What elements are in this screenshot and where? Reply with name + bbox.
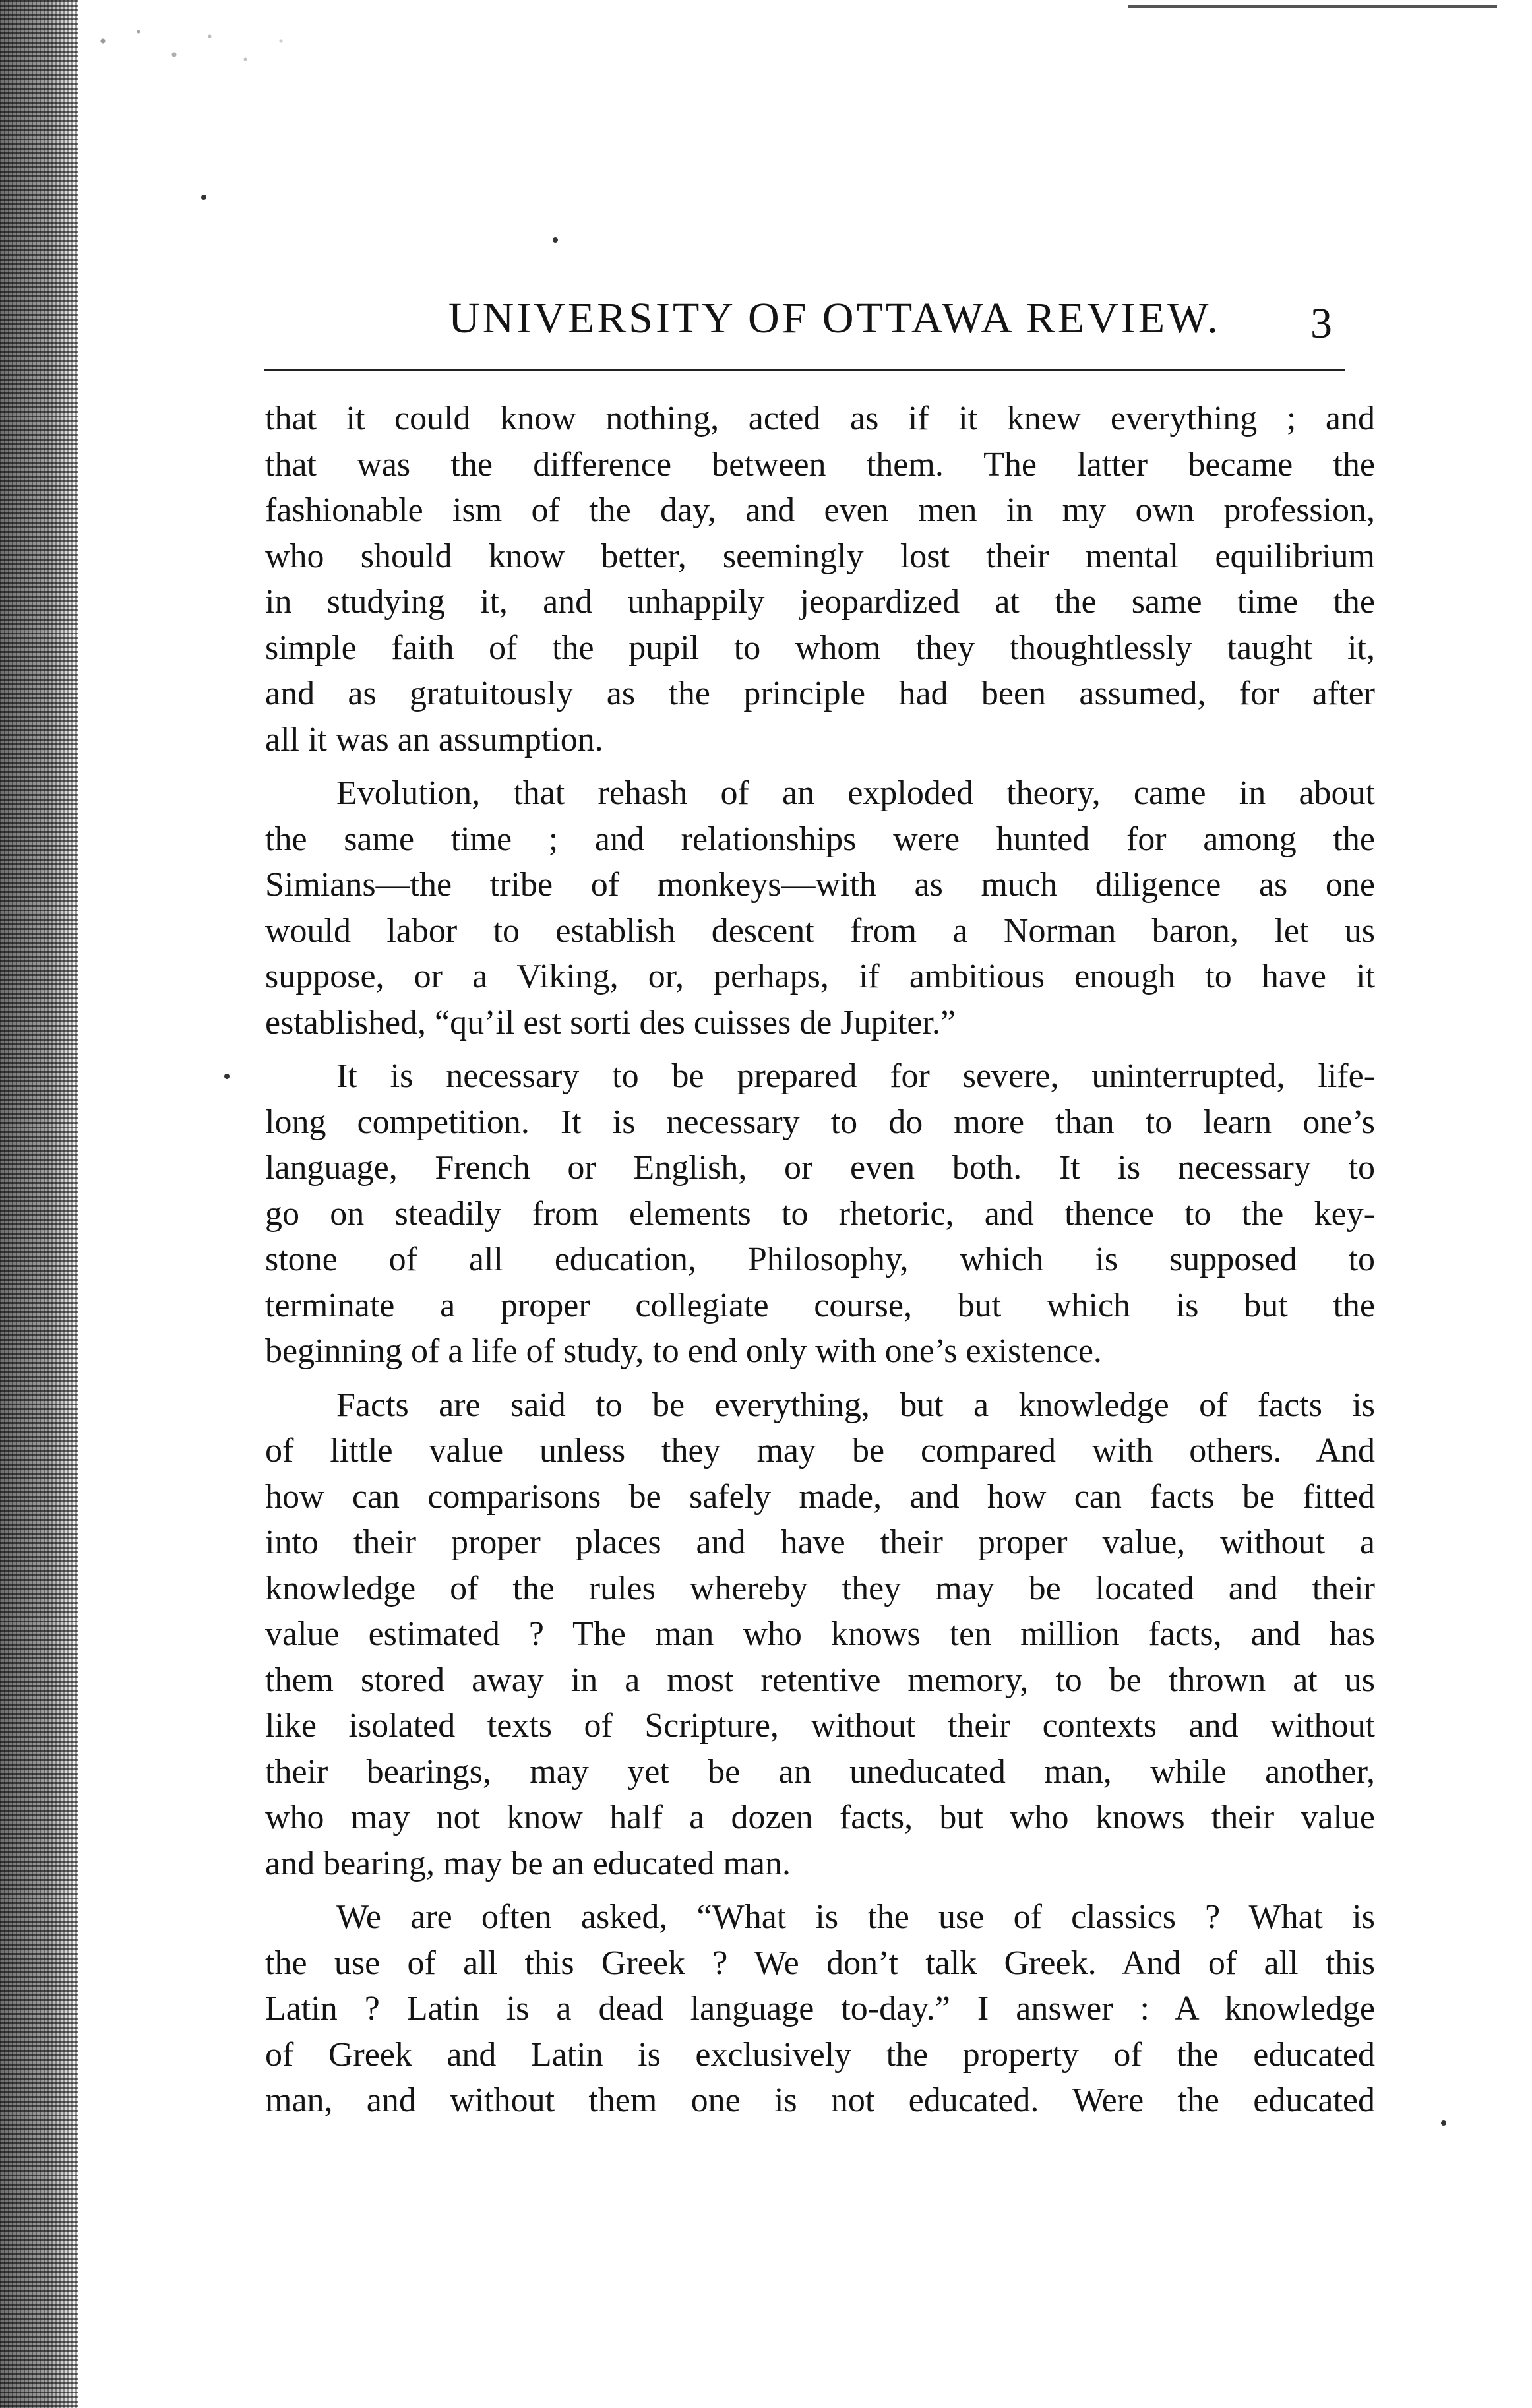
article-body [265,396,1375,2132]
text-line: Facts are said to be everything, but a knowledge of facts is [336,1386,1375,1424]
page-header [264,293,1345,373]
text-line: Evolution, that rehash of an exploded theory, came in about [336,774,1375,812]
text-line: like isolated texts of Scripture, without their contexts and without [265,1707,1375,1744]
paragraph-2 [265,770,1375,1045]
text-line: how can comparisons be safely made, and how can facts be fitted [265,1477,1375,1516]
text-line: We are often asked, “What is the use of classics ? What is [336,1898,1375,1936]
text-line: all it was an assumption. [265,720,603,758]
text-line: language, French or English, or even both. It is necessary to [265,1149,1375,1187]
text-line: stone of all education, Philosophy, which is supposed to [265,1241,1375,1278]
text-line: the use of all this Greek ? We don’t talk Greek. And of all this [265,1944,1375,1982]
text-line: Simians—the tribe of monkeys—with as much diligence as one [265,866,1375,904]
scan-dot [201,195,206,200]
text-line: go on steadily from elements to rhetoric, and thence to the key- [265,1194,1375,1233]
text-line: It is necessary to be prepared for severe, uninterrupted, life- [336,1057,1375,1095]
text-line: and as gratuitously as the principle had been assumed, for after [265,675,1375,712]
paragraph-4 [265,1382,1375,1887]
text-line: terminate a proper collegiate course, but which is but the [265,1286,1375,1324]
text-line: that it could know nothing, acted as if it knew everything ; and [265,400,1375,437]
text-line: that was the difference between them. The latter became the [265,445,1375,483]
text-line: into their proper places and have their proper value, without a [265,1524,1375,1561]
paragraph-3 [265,1053,1375,1374]
scan-dot [224,1074,230,1079]
page-number: 3 [1310,299,1332,348]
text-line: who may not know half a dozen facts, but who knows their value [265,1799,1375,1836]
header-rule [264,369,1345,371]
text-line: established, “qu’il est sorti des cuisses de Jupiter.” [265,1003,956,1041]
text-line: them stored away in a most retentive memory, to be thrown at us [265,1661,1375,1699]
text-line: value estimated ? The man who knows ten million facts, and has [265,1615,1375,1653]
text-line: long competition. It is necessary to do more than to learn one’s [265,1103,1375,1141]
text-line: who should know better, seemingly lost their mental equilibrium [265,537,1375,575]
text-line: of Greek and Latin is exclusively the property of the educated [265,2035,1375,2074]
text-line: and bearing, may be an educated man. [265,1844,791,1882]
text-line: in studying it, and unhappily jeopardized at the same time the [265,583,1375,621]
paragraph-1 [265,396,1375,762]
text-line: the same time ; and relationships were hunted for among the [265,820,1375,858]
text-line: man, and without them one is not educated. Were the educated [265,2082,1375,2119]
text-line: would labor to establish descent from a Norman baron, let us [265,911,1375,950]
running-title: UNIVERSITY OF OTTAWA REVIEW. [448,294,1221,342]
text-line: fashionable ism of the day, and even men in my own profession, [265,491,1375,529]
scan-speckle [79,13,317,106]
scan-dot [1441,2120,1446,2126]
paragraph-5 [265,1894,1375,2124]
text-line: suppose, or a Viking, or, perhaps, if ambitious enough to have it [265,958,1375,995]
top-edge-rule [1128,5,1497,8]
text-line: Latin ? Latin is a dead language to-day.” I answer : A knowledge [265,1990,1375,2027]
text-line: simple faith of the pupil to whom they thoughtlessly taught it, [265,629,1375,667]
text-line: knowledge of the rules whereby they may be located and their [265,1569,1375,1607]
scan-dot [553,237,558,243]
text-line: beginning of a life of study, to end only with one’s existence. [265,1332,1102,1370]
text-line: of little value unless they may be compared with others. And [265,1432,1375,1469]
text-line: their bearings, may yet be an uneducated man, while another, [265,1752,1375,1791]
page-binding-edge [0,0,78,2408]
